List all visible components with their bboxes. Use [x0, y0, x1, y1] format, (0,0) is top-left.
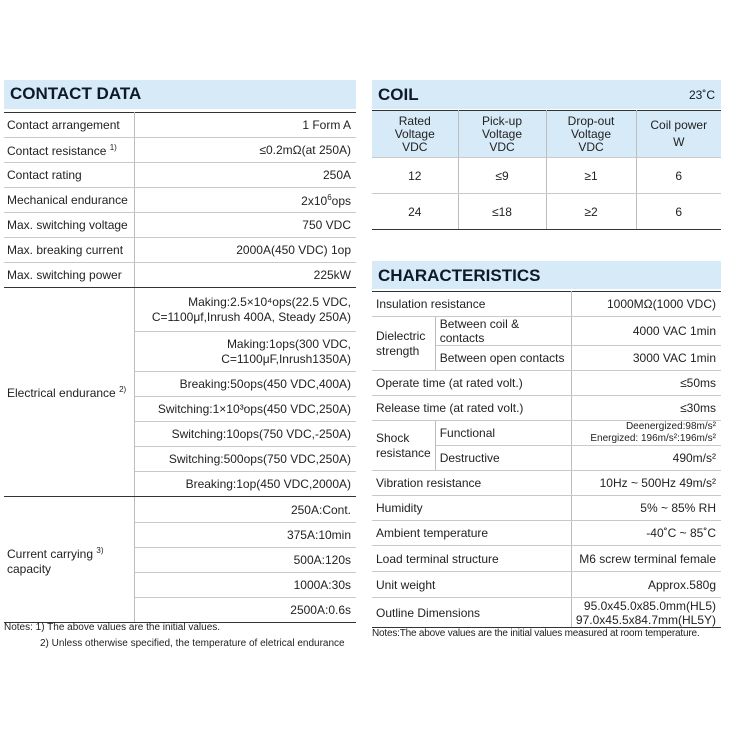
table-row — [4, 497, 356, 523]
footnote-mark: 1) — [109, 142, 117, 152]
row-value: 225kW — [134, 263, 356, 288]
header-line: VDC — [578, 139, 604, 154]
column-header — [372, 111, 458, 158]
row-label: Destructive — [435, 446, 571, 471]
row-value — [134, 288, 356, 332]
header-line: VDC — [402, 139, 428, 154]
row-value: 4000 VAC 1min — [571, 317, 721, 346]
characteristics-note: Notes:The above values are the initial values measured at room temperature. — [372, 628, 700, 639]
table-cell: ≤9 — [458, 158, 546, 194]
value-exponent: 6 — [327, 192, 332, 202]
column-header — [458, 111, 546, 158]
row-value: Breaking:50ops(450 VDC,400A) — [134, 372, 356, 397]
value-line: Making:1ops(300 VDC, — [226, 336, 351, 351]
row-value: 375A:10min — [134, 523, 356, 548]
table-cell: ≤18 — [458, 194, 546, 230]
table-cell: 24 — [372, 194, 458, 230]
row-label: Max. switching power — [4, 263, 134, 288]
row-value: Approx.580g — [571, 572, 721, 598]
row-label: Insulation resistance — [372, 292, 571, 317]
table-row — [372, 371, 721, 396]
label-text: Current carrying — [7, 546, 94, 561]
row-label: Ambient temperature — [372, 521, 571, 546]
row-label: Contact arrangement — [4, 113, 134, 138]
characteristics-title: CHARACTERISTICS — [378, 266, 541, 285]
table-cell: 6 — [636, 194, 721, 230]
value-line: C=1100μf,Inrush 400A, Steady 250A) — [151, 309, 351, 324]
row-value: 500A:120s — [134, 548, 356, 573]
contact-data-table — [4, 112, 356, 623]
value-line: Energized: 196m/s²:196m/s² — [590, 433, 716, 444]
row-value: ≤30ms — [571, 396, 721, 421]
table-row — [4, 288, 356, 332]
table-row — [4, 238, 356, 263]
table-row — [372, 317, 721, 346]
row-label: Between open contacts — [435, 346, 571, 371]
row-value: 250A:Cont. — [134, 497, 356, 523]
footnote-mark: 2) — [119, 384, 127, 394]
table-row — [372, 421, 721, 446]
row-value: 750 VDC — [134, 213, 356, 238]
header-line: Rated — [398, 113, 431, 128]
header-line: W — [673, 135, 685, 149]
row-value: Switching:500ops(750 VDC,250A) — [134, 447, 356, 472]
row-value — [571, 421, 721, 446]
row-label: Vibration resistance — [372, 471, 571, 496]
header-line: Voltage — [481, 126, 523, 141]
value-line: 97.0x45.5x84.7mm(HL5Y) — [575, 612, 716, 627]
coil-table — [372, 110, 721, 230]
current-carrying-label — [4, 497, 134, 623]
row-value — [134, 188, 356, 213]
table-cell: 12 — [372, 158, 458, 194]
row-label: Unit weight — [372, 572, 571, 598]
row-value: 2000A(450 VDC) 1op — [134, 238, 356, 263]
header-line: Coil power — [650, 118, 708, 132]
coil-temperature: 23˚C — [688, 88, 715, 102]
row-label: Contact rating — [4, 163, 134, 188]
label-text: Electrical endurance — [7, 385, 116, 400]
row-label: Max. switching voltage — [4, 213, 134, 238]
table-row — [372, 572, 721, 598]
coil-header — [372, 80, 721, 109]
row-value: Switching:10ops(750 VDC,-250A) — [134, 422, 356, 447]
row-label: Mechanical endurance — [4, 188, 134, 213]
value-line: C=1100μF,Inrush1350A) — [221, 351, 351, 366]
characteristics-table — [372, 291, 721, 628]
row-value: -40˚C ~ 85˚C — [571, 521, 721, 546]
contact-data-header — [4, 80, 356, 109]
table-cell: ≥2 — [546, 194, 636, 230]
table-cell: ≥1 — [546, 158, 636, 194]
table-row — [372, 471, 721, 496]
row-value: M6 screw terminal female — [571, 546, 721, 572]
row-value — [134, 332, 356, 372]
label-text: Contact resistance — [7, 143, 107, 158]
row-value: Switching:1×10³ops(450 VDC,250A) — [134, 397, 356, 422]
coil-title: COIL — [378, 85, 419, 104]
contact-note-2: 2) Unless otherwise specified, the temperature of eletrical endurance — [40, 638, 345, 649]
row-value: Breaking:1op(450 VDC,2000A) — [134, 472, 356, 497]
row-value: 1000A:30s — [134, 573, 356, 598]
label-line: strength — [376, 343, 420, 358]
coil-table-header — [372, 111, 721, 158]
header-line: VDC — [489, 139, 515, 154]
header-line: Voltage — [570, 126, 612, 141]
table-row — [4, 213, 356, 238]
characteristics-header — [372, 261, 721, 289]
row-label — [4, 138, 134, 163]
table-row — [372, 546, 721, 572]
table-row — [372, 521, 721, 546]
label-line — [7, 543, 130, 562]
label-line: Dielectric — [376, 328, 426, 343]
row-label: Functional — [435, 421, 571, 446]
shock-resistance-label — [372, 421, 435, 471]
row-value: 1 Form A — [134, 113, 356, 138]
row-label: Release time (at rated volt.) — [372, 396, 571, 421]
column-header — [546, 111, 636, 158]
row-value — [571, 598, 721, 628]
row-label: Operate time (at rated volt.) — [372, 371, 571, 396]
footnote-mark: 3) — [96, 545, 104, 555]
electrical-endurance-label — [4, 288, 134, 497]
table-row — [4, 138, 356, 163]
table-row — [4, 188, 356, 213]
row-value: 10Hz ~ 500Hz 49m/s² — [571, 471, 721, 496]
dielectric-strength-label — [372, 317, 435, 371]
value-line: Deenergized:98m/s² — [625, 421, 716, 432]
label-line: Shock — [376, 430, 410, 445]
row-value: 1000MΩ(1000 VDC) — [571, 292, 721, 317]
label-line: resistance — [376, 445, 431, 460]
row-value: 3000 VAC 1min — [571, 346, 721, 371]
table-row — [4, 163, 356, 188]
value-tail: ops — [331, 193, 351, 208]
label-line: capacity — [7, 561, 52, 576]
header-line: Pick-up — [481, 113, 522, 128]
row-label: Between coil & contacts — [435, 317, 571, 346]
row-value: ≤0.2mΩ(at 250A) — [134, 138, 356, 163]
table-row — [372, 598, 721, 628]
row-label: Humidity — [372, 496, 571, 521]
contact-data-title: CONTACT DATA — [10, 84, 142, 103]
table-row — [4, 113, 356, 138]
table-row — [4, 263, 356, 288]
row-label: Max. breaking current — [4, 238, 134, 263]
value-line: 95.0x45.0x85.0mm(HL5) — [583, 598, 716, 613]
contact-note-1: Notes: 1) The above values are the initial values. — [4, 622, 221, 633]
row-value: 2500A:0.6s — [134, 598, 356, 623]
table-row — [372, 194, 721, 230]
table-cell: 6 — [636, 158, 721, 194]
row-value: 250A — [134, 163, 356, 188]
value-line: Making:2.5×10⁴ops(22.5 VDC, — [188, 294, 351, 309]
column-header — [636, 111, 721, 158]
table-row — [372, 292, 721, 317]
header-line: Voltage — [394, 126, 435, 141]
row-value: 490m/s² — [571, 446, 721, 471]
header-line: Drop-out — [567, 113, 615, 128]
table-row — [372, 496, 721, 521]
table-row — [372, 158, 721, 194]
row-value: 5% ~ 85% RH — [571, 496, 721, 521]
row-label: Outline Dimensions — [372, 598, 571, 628]
table-row — [372, 396, 721, 421]
row-label: Load terminal structure — [372, 546, 571, 572]
value-base: 2x10 — [301, 193, 328, 208]
row-value: ≤50ms — [571, 371, 721, 396]
